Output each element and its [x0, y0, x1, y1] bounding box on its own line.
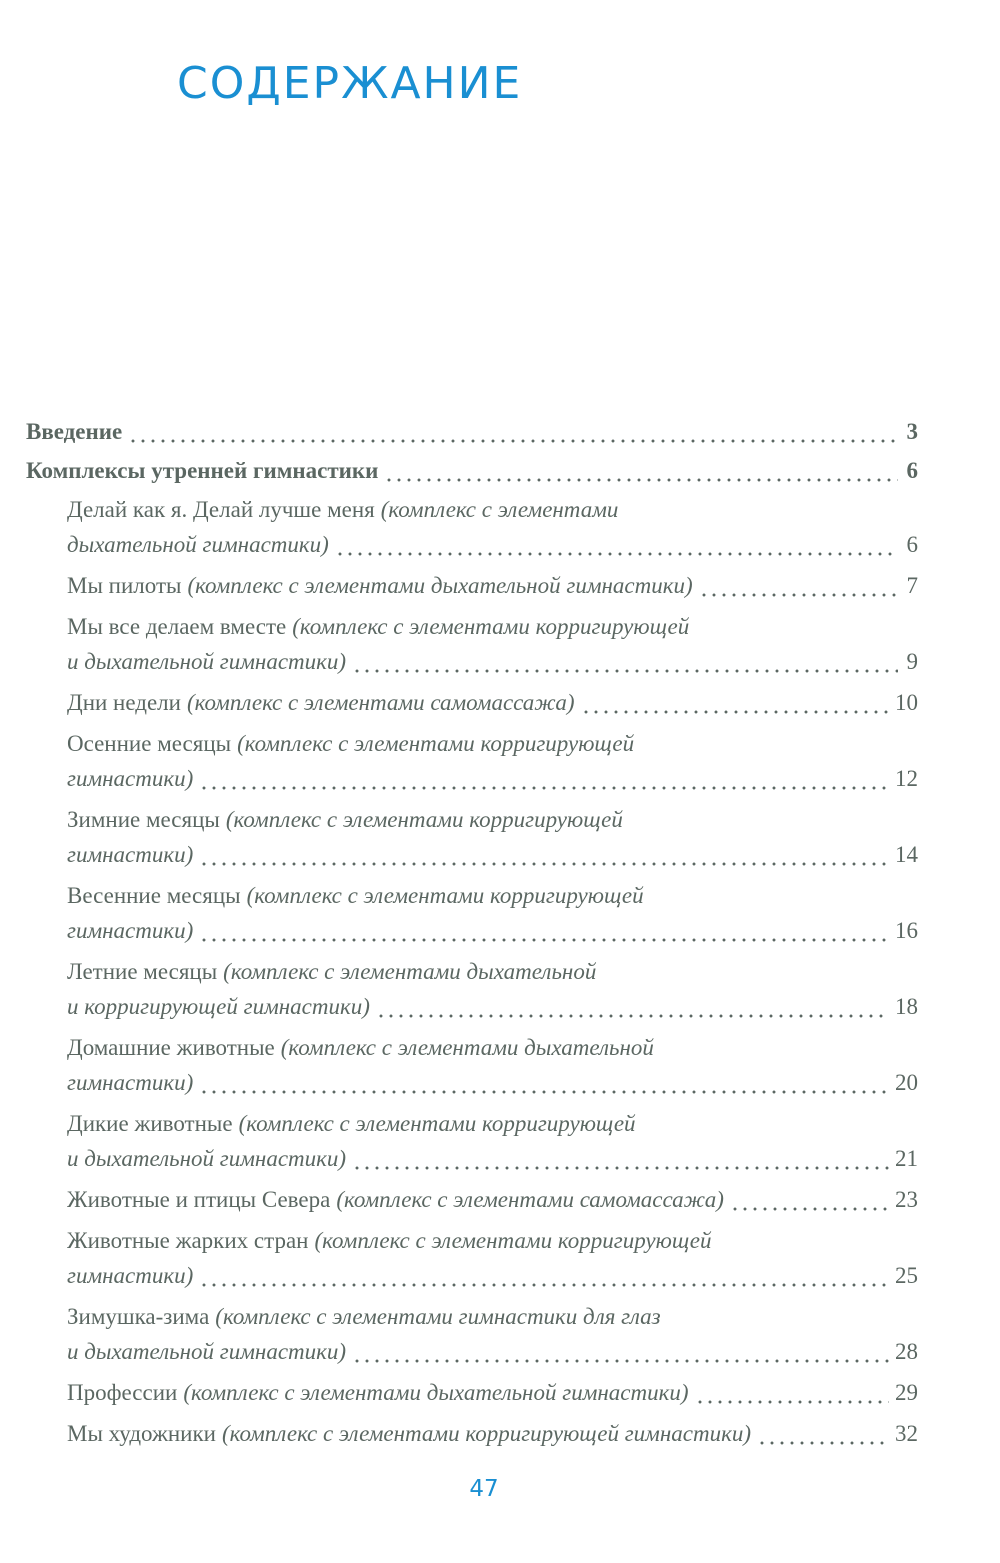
toc-entry[interactable] [67, 878, 918, 948]
entry-note: (комплекс с элементами корригирующей гимнастики) [221, 1421, 751, 1446]
entry-title: Дни недели [67, 690, 181, 715]
section-title: Комплексы утренней гимнастики [26, 458, 379, 483]
dot-leader [376, 989, 889, 1024]
page-ref: 14 [895, 842, 918, 867]
page-ref: 6 [906, 458, 918, 483]
entry-note: (комплекс с элементами корригирующей [246, 883, 644, 908]
section-title: Введение [26, 419, 123, 444]
entry-line [67, 527, 918, 562]
toc-section[interactable] [26, 414, 918, 449]
entry-line [67, 1223, 918, 1258]
entry-note: дыхательной гимнастики) [67, 532, 329, 557]
entry-line [67, 568, 918, 603]
entry-note: и корригирующей гимнастики) [67, 994, 370, 1019]
entry-title: Летние месяцы [67, 959, 218, 984]
entry-note: (комплекс с элементами корригирующей [292, 614, 690, 639]
page-ref: 18 [895, 994, 918, 1019]
entry-note: (комплекс с элементами дыхательной [280, 1035, 654, 1060]
entry-line [67, 913, 918, 948]
entry-line [67, 644, 918, 679]
entry-line [67, 802, 918, 837]
entry-title: Профессии [67, 1380, 178, 1405]
toc-entry[interactable] [67, 954, 918, 1024]
entry-title: Осенние месяцы [67, 731, 232, 756]
entry-line [67, 726, 918, 761]
entry-note: гимнастики) [67, 1263, 194, 1288]
entry-note: (комплекс с элементами [380, 497, 619, 522]
entry-note: гимнастики) [67, 1070, 194, 1095]
entry-title: Мы художники [67, 1421, 216, 1446]
entry-line [67, 1334, 918, 1369]
dot-leader [352, 644, 898, 679]
dot-leader [199, 837, 889, 872]
page-ref: 9 [906, 649, 918, 674]
page-ref: 21 [895, 1146, 918, 1171]
page-ref: 3 [906, 419, 918, 444]
dot-leader [730, 1182, 889, 1217]
page-ref: 6 [906, 532, 918, 557]
toc-entry[interactable] [67, 1182, 918, 1217]
entry-note: гимнастики) [67, 842, 194, 867]
entry-note: (комплекс с элементами корригирующей [314, 1228, 712, 1253]
entry-title: Домашние животные [67, 1035, 275, 1060]
entry-line [67, 685, 918, 720]
dot-leader [199, 761, 889, 796]
entry-line [67, 989, 918, 1024]
toc-entry[interactable] [67, 492, 918, 562]
entry-line [67, 761, 918, 796]
entry-note: (комплекс с элементами самомассажа) [186, 690, 575, 715]
toc-entry[interactable] [67, 1416, 918, 1451]
toc-entry[interactable] [67, 568, 918, 603]
entry-title: Дикие животные [67, 1111, 233, 1136]
entry-line [67, 878, 918, 913]
entry-note: (комплекс с элементами корригирующей [225, 807, 623, 832]
entry-line [67, 1065, 918, 1100]
entry-line [67, 1182, 918, 1217]
toc-entry[interactable] [67, 1106, 918, 1176]
entry-line [67, 1375, 918, 1410]
toc-entry[interactable] [67, 1223, 918, 1293]
dot-leader [199, 913, 889, 948]
entry-line [67, 837, 918, 872]
entry-note: и дыхательной гимнастики) [67, 1146, 347, 1171]
entry-line [67, 1141, 918, 1176]
dot-leader [695, 1375, 889, 1410]
entry-title: Делай как я. Делай лучше меня [67, 497, 375, 522]
entry-line [67, 1416, 918, 1451]
toc-entry[interactable] [67, 802, 918, 872]
dot-leader [352, 1141, 889, 1176]
dot-leader [581, 685, 889, 720]
entry-title: Весенние месяцы [67, 883, 241, 908]
entry-title: Зимушка-зима [67, 1304, 210, 1329]
toc-entry[interactable] [67, 1299, 918, 1369]
entry-note: и дыхательной гимнастики) [67, 649, 347, 674]
page-ref: 32 [895, 1421, 918, 1446]
page-number: 47 [469, 1476, 499, 1502]
page-ref: 12 [895, 766, 918, 791]
entry-note: (комплекс с элементами корригирующей [238, 1111, 636, 1136]
page-ref: 23 [895, 1187, 918, 1212]
toc-entry[interactable] [67, 685, 918, 720]
toc-entry[interactable] [67, 1375, 918, 1410]
entry-line [67, 954, 918, 989]
page-ref: 7 [906, 573, 918, 598]
dot-leader [352, 1334, 889, 1369]
entry-note: (комплекс с элементами самомассажа) [336, 1187, 724, 1212]
entry-title: Животные жарких стран [67, 1228, 309, 1253]
entry-note: гимнастики) [67, 918, 194, 943]
entry-note: (комплекс с элементами дыхательной [223, 959, 597, 984]
page-ref: 29 [895, 1380, 918, 1405]
entry-note: (комплекс с элементами корригирующей [237, 731, 635, 756]
entry-note: гимнастики) [67, 766, 194, 791]
toc-entry[interactable] [67, 1030, 918, 1100]
entry-line [67, 1030, 918, 1065]
entry-line [67, 1106, 918, 1141]
entry-title: Зимние месяцы [67, 807, 220, 832]
page-ref: 20 [895, 1070, 918, 1095]
entry-line [67, 1299, 918, 1334]
entry-title: Животные и птицы Севера [67, 1187, 331, 1212]
entry-note: (комплекс с элементами дыхательной гимнастики) [187, 573, 693, 598]
dot-leader [699, 568, 898, 603]
dot-leader [199, 1258, 889, 1293]
dot-leader [757, 1416, 889, 1451]
page-ref: 16 [895, 918, 918, 943]
page-ref: 25 [895, 1263, 918, 1288]
entry-title: Мы пилоты [67, 573, 182, 598]
page-title: СОДЕРЖАНИЕ [177, 58, 523, 109]
entry-note: и дыхательной гимнастики) [67, 1339, 347, 1364]
toc-entry[interactable] [67, 609, 918, 679]
entry-line [67, 1258, 918, 1293]
page-ref: 28 [895, 1339, 918, 1364]
dot-leader [128, 414, 898, 449]
toc-section[interactable] [26, 453, 918, 488]
entry-line [67, 492, 918, 527]
entry-note: (комплекс с элементами дыхательной гимнастики) [183, 1380, 689, 1405]
entry-title: Мы все делаем вместе [67, 614, 287, 639]
toc-entry[interactable] [67, 726, 918, 796]
dot-leader [199, 1065, 889, 1100]
page-ref: 10 [895, 690, 918, 715]
dot-leader [335, 527, 898, 562]
dot-leader [384, 453, 898, 488]
entry-line [67, 609, 918, 644]
entry-note: (комплекс с элементами гимнастики для глаз [215, 1304, 661, 1329]
table-of-contents [26, 414, 918, 1457]
